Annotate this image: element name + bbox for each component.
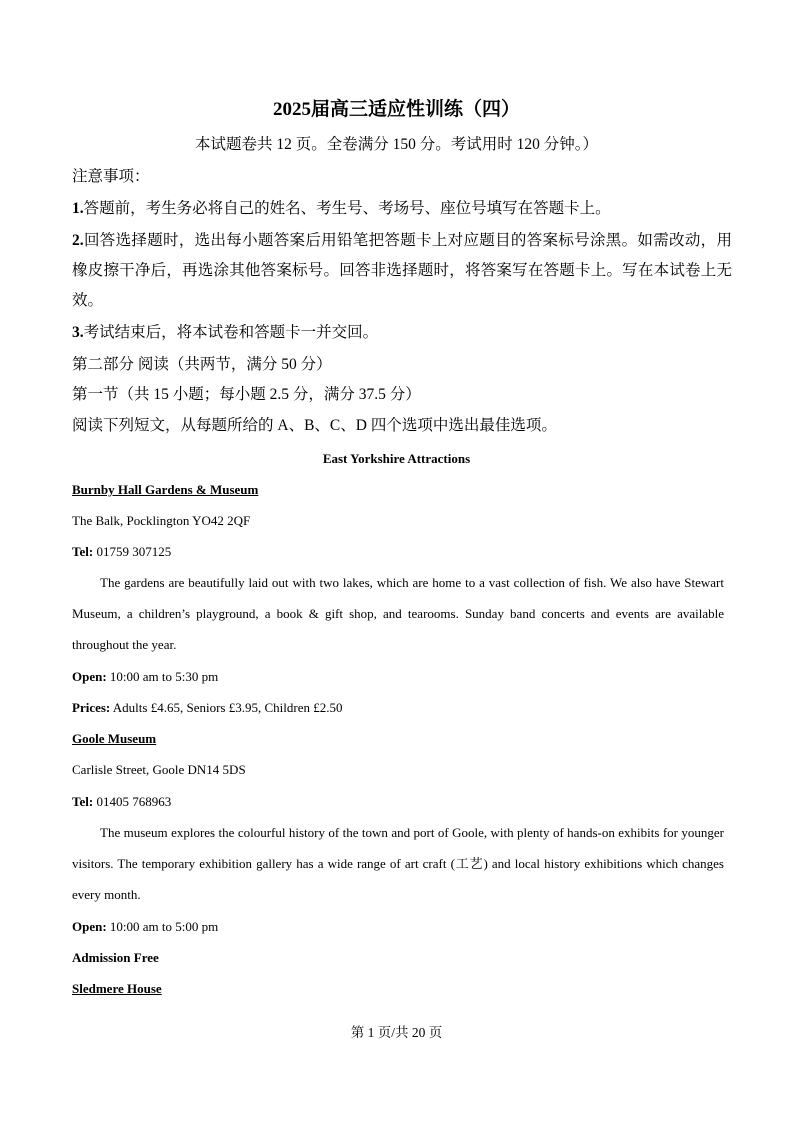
attraction-name: Sledmere House — [72, 981, 162, 996]
tel-label: Tel: — [72, 544, 94, 559]
notice-item-1-number: 1. — [72, 200, 84, 217]
open-value: 10:00 am to 5:00 pm — [106, 919, 219, 934]
tel-value: 01759 307125 — [93, 544, 172, 559]
instruction-text: 阅读下列短文，从每题所给的 A、B、C、D 四个选项中选出最佳选项。 — [72, 417, 557, 434]
open-label: Open: — [72, 669, 107, 684]
exam-title: 2025届高三适应性训练（四） — [272, 99, 520, 120]
attraction-open — [72, 661, 724, 692]
notice-item-3-text: 考试结束后，将本试卷和答题卡一并交回。 — [83, 324, 379, 341]
attraction-address: Carlisle Street, Goole DN14 5DS — [72, 762, 246, 777]
notice-header: 注意事项： — [72, 168, 150, 185]
attraction-name: Goole Museum — [72, 731, 157, 746]
open-value: 10:00 am to 5:30 pm — [106, 669, 219, 684]
page-footer: 第 1 页/共 20 页 — [350, 1025, 443, 1040]
description-text: The gardens are beautifully laid out with two lakes, which are home to a vast collection of fish. We also have Stewart Museum, a children’s playground, a book & gift shop, and tearooms. Sunday band concerts and events are available throughout the year. — [72, 575, 724, 652]
tel-value: 01405 768963 — [93, 794, 172, 809]
notice-item-2 — [72, 226, 732, 316]
prices-value: Adults £4.65, Seniors £3.95, Children £2.50 — [110, 700, 343, 715]
attraction-tel — [72, 786, 724, 817]
description-text: The museum explores the colourful history of the town and port of Goole, with plenty of hands-on exhibits for younger visitors. The temporary exhibition gallery has a wide range of art craft (工艺) and local history exhibitions which changes every month. — [72, 825, 724, 902]
attraction-description — [72, 817, 724, 910]
notice-item-1-text: 答题前，考生务必将自己的姓名、考生号、考场号、座位号填写在答题卡上。 — [83, 200, 611, 217]
notice-item-2-number: 2. — [72, 232, 84, 249]
notice-item-3 — [72, 318, 732, 348]
prices-label: Prices: — [72, 700, 111, 715]
exam-subtitle: 本试题卷共 12 页。全卷满分 150 分。考试用时 120 分钟。） — [194, 136, 598, 153]
attraction-description — [72, 567, 724, 660]
tel-label: Tel: — [72, 794, 94, 809]
attraction-admission: Admission Free — [72, 950, 159, 965]
attraction-open — [72, 911, 724, 942]
notice-item-2-text: 回答选择题时，选出每小题答案后用铅笔把答题卡上对应题目的答案标号涂黑。如需改动，用橡皮擦干净后，再选涂其他答案标号。回答非选择题时，将答案写在答题卡上。写在本试卷上无效。 — [72, 232, 732, 309]
notice-item-3-number: 3. — [72, 324, 84, 341]
attraction-tel — [72, 536, 724, 567]
passage-title: East Yorkshire Attractions — [322, 451, 471, 466]
notice-item-1 — [72, 194, 732, 224]
attraction-address: The Balk, Pocklington YO42 2QF — [72, 513, 251, 528]
section-heading: 第一节（共 15 小题；每小题 2.5 分，满分 37.5 分） — [72, 386, 421, 403]
attraction-name: Burnby Hall Gardens & Museum — [72, 482, 259, 497]
part-heading: 第二部分 阅读（共两节，满分 50 分） — [72, 356, 332, 373]
attraction-prices — [72, 692, 724, 723]
open-label: Open: — [72, 919, 107, 934]
